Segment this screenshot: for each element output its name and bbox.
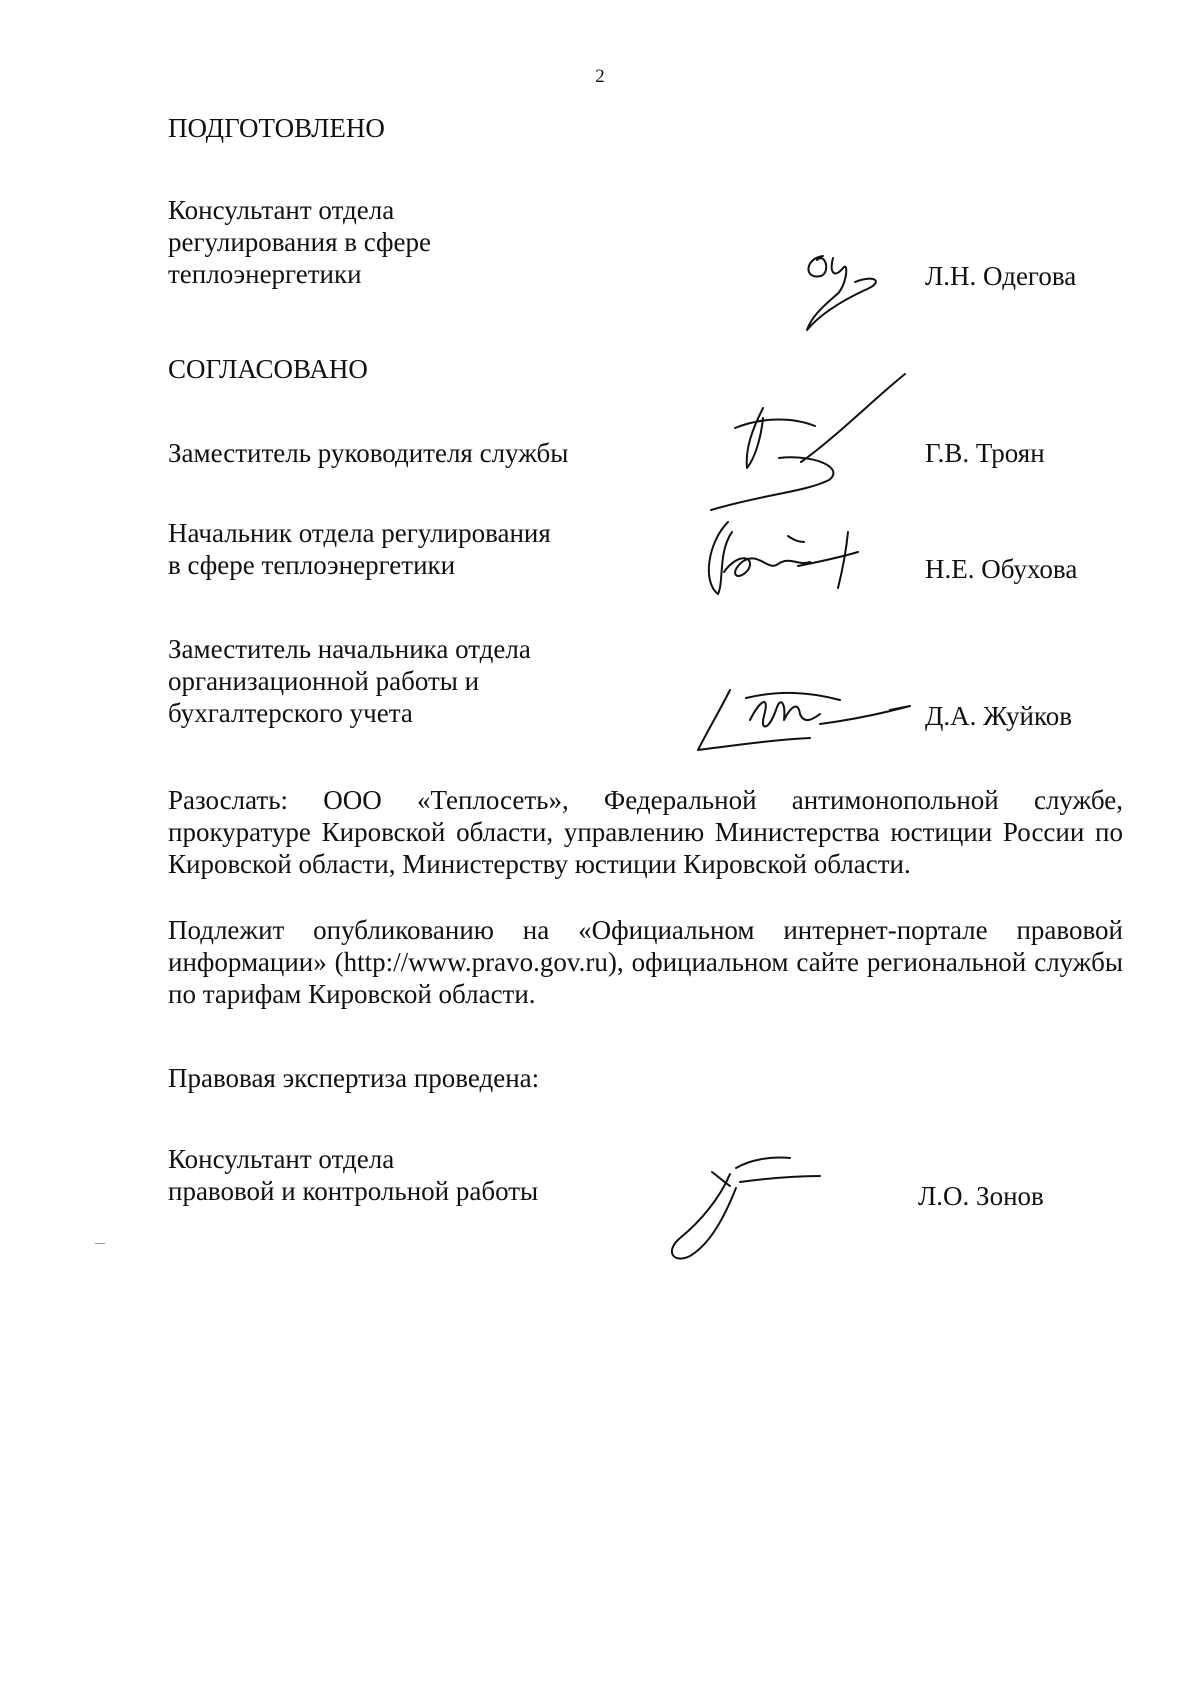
agreed-signer-3-name: Д.А. Жуйков — [925, 701, 1072, 731]
prepared-position — [168, 194, 588, 290]
legal-review-position — [168, 1143, 608, 1207]
prepared-position-line: Консультант отдела — [168, 195, 395, 225]
prepared-name: Л.Н. Одегова — [925, 261, 1077, 291]
signer-position-line: Заместитель руководителя службы — [168, 438, 569, 468]
signer-position-line: организационной работы и — [168, 666, 480, 696]
agreed-signer-3-position — [168, 633, 608, 729]
publication-note: Подлежит опубликованию на «Официальном интернет-портале правовой информации» (http://www.pravo.gov.ru), официальном сайте региональной службы по тарифам Кировской области. — [168, 915, 1123, 1009]
distribution-list: Разослать: ООО «Теплосеть», Федеральной антимонопольной службе, прокуратуре Кировской области, управлению Министерства юстиции России по Кировской области, Министерству юстиции Кировской области. — [168, 785, 1123, 879]
agreed-heading: СОГЛАСОВАНО — [168, 354, 368, 384]
signature-odegova — [795, 238, 895, 338]
signer-position-line: бухгалтерского учета — [168, 698, 413, 728]
signer-position-line: Заместитель начальника отдела — [168, 634, 531, 664]
prepared-position-line: теплоэнергетики — [168, 259, 362, 289]
agreed-signer-1-position — [168, 437, 608, 469]
legal-review-position-line: Консультант отдела — [168, 1144, 395, 1174]
agreed-signer-1-name: Г.В. Троян — [925, 438, 1045, 468]
agreed-signer-2-position — [168, 517, 608, 581]
legal-review-name: Л.О. Зонов — [918, 1181, 1044, 1211]
page-number: 2 — [595, 66, 605, 87]
prepared-position-line: регулирования в сфере — [168, 227, 432, 257]
signer-position-line: в сфере теплоэнергетики — [168, 550, 456, 580]
legal-review-heading: Правовая экспертиза проведена: — [168, 1063, 540, 1093]
signer-position-line: Начальник отдела регулирования — [168, 518, 551, 548]
scan-artifact — [95, 1243, 105, 1244]
signature-troyan — [705, 368, 915, 518]
signature-zhuykov — [690, 680, 920, 760]
signature-obukhova — [698, 512, 878, 602]
prepared-heading: ПОДГОТОВЛЕНО — [168, 113, 385, 143]
legal-review-position-line: правовой и контрольной работы — [168, 1176, 539, 1206]
signature-zonov — [660, 1148, 830, 1268]
agreed-signer-2-name: Н.Е. Обухова — [925, 554, 1078, 584]
